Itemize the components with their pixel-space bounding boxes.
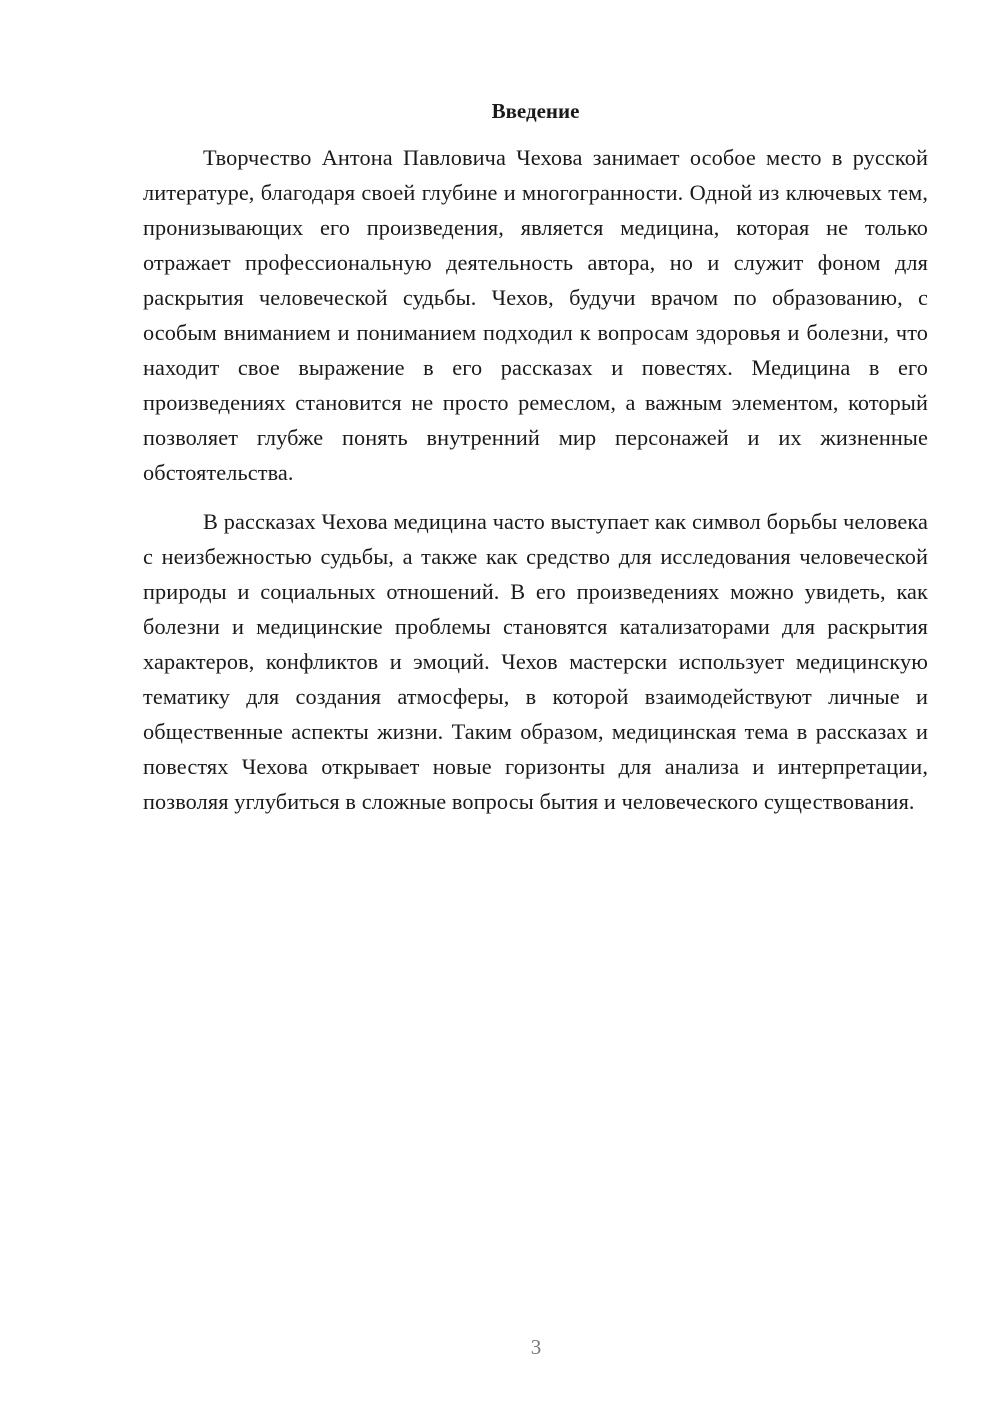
paragraph: В рассказах Чехова медицина часто выступает как символ борьбы человека с неизбежностью судьбы, а также как средство для исследования человеческой природы и социальных отношений. В его произведениях можно увидеть, как болезни и медицинские проблемы становятся катализаторами для раскрытия характеров, конфликтов и эмоций. Чехов мастерски использует медицинскую тематику для создания атмосферы, в которой взаимодействуют личные и общественные аспекты жизни. Таким образом, медицинская тема в рассказах и повестях Чехова открывает новые горизонты для анализа и интерпретации, позволяя углубиться в сложные вопросы бытия и человеческого существования. xyxy=(143,509,928,814)
body-text xyxy=(143,140,928,819)
paragraph: Творчество Антона Павловича Чехова занимает особое место в русской литературе, благодаря своей глубине и многогранности. Одной из ключевых тем, пронизывающих его произведения, является медицина, которая не только отражает профессиональную деятельность автора, но и служит фоном для раскрытия человеческой судьбы. Чехов, будучи врачом по образованию, с особым вниманием и пониманием подходил к вопросам здоровья и болезни, что находит свое выражение в его рассказах и повестях. Медицина в его произведениях становится не просто ремеслом, а важным элементом, который позволяет глубже понять внутренний мир персонажей и их жизненные обстоятельства. xyxy=(143,145,928,485)
page-number: 3 xyxy=(530,1335,542,1359)
section-heading: Введение xyxy=(491,99,580,123)
